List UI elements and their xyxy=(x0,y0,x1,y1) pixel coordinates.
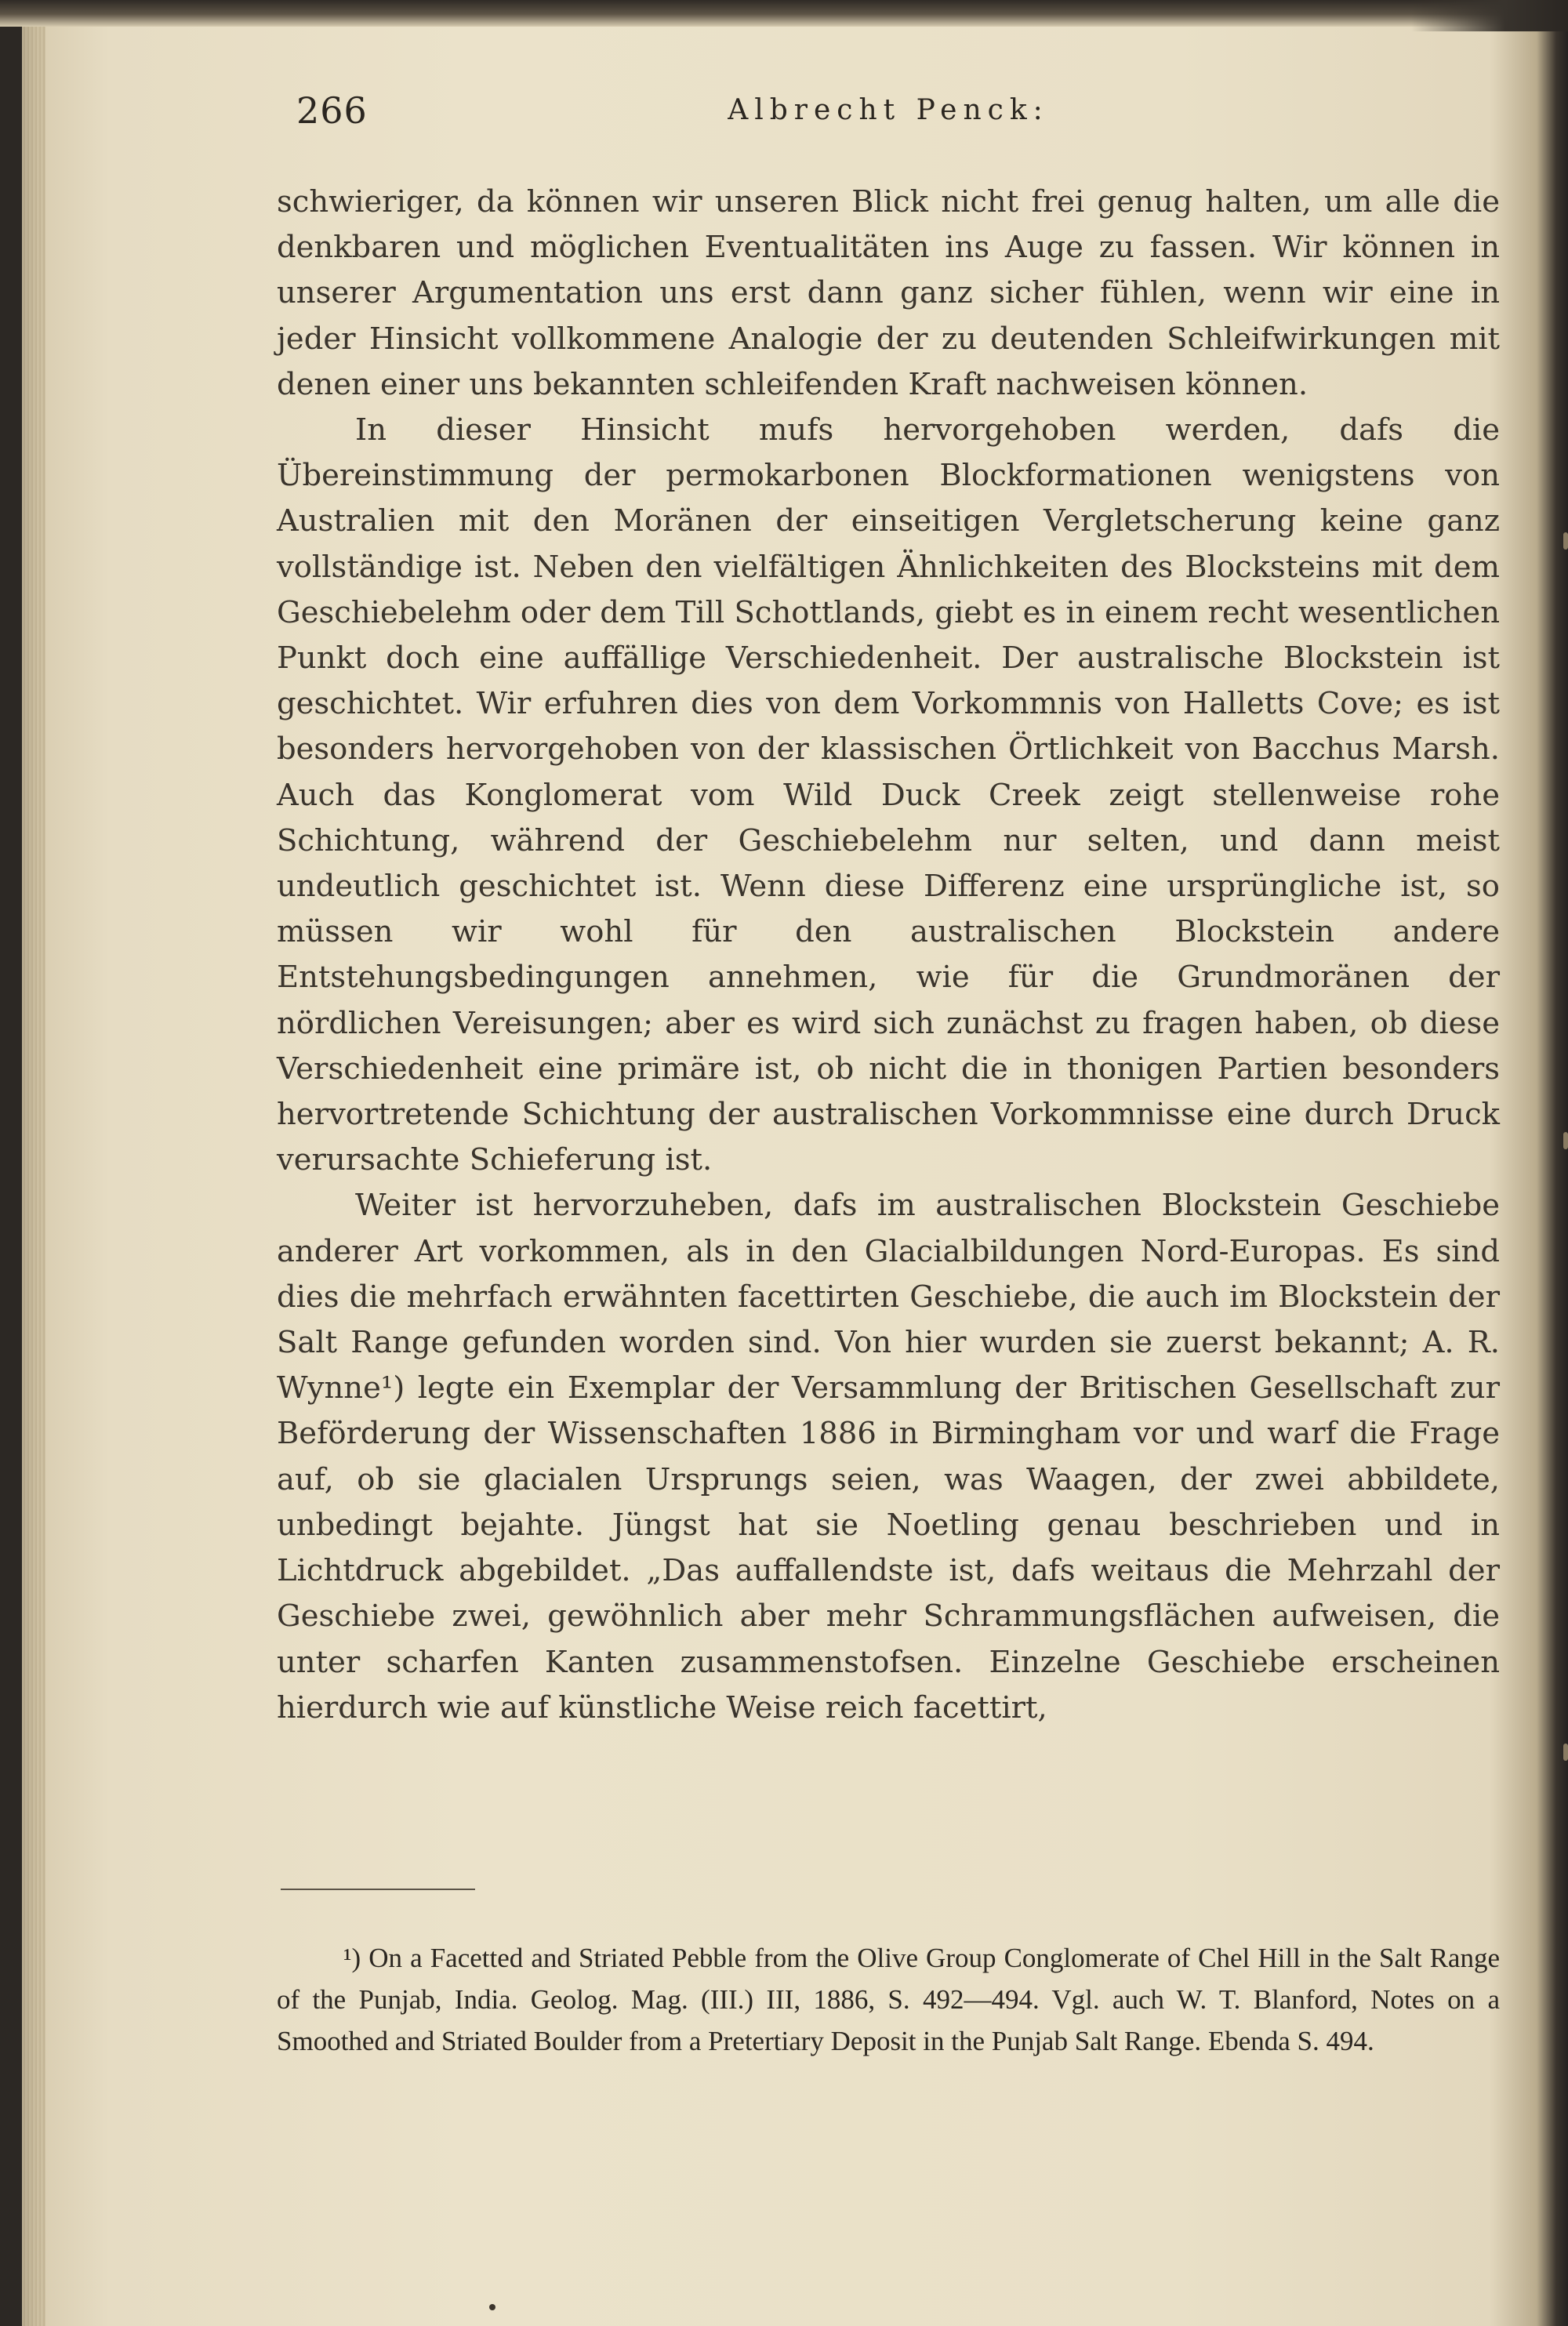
paragraph: schwieriger, da können wir unseren Blick nicht frei genug halten, um alle die denkbaren und möglichen Eventualitäten ins Auge zu fassen. Wir können in unserer Argumentation uns erst dann ganz sicher fühlen, wenn wir eine in jeder Hinsicht vollkommene Analogie der zu deutenden Schleifwirkungen mit denen einer uns bekannten schleifenden Kraft nachweisen können. xyxy=(277,184,1500,402)
ink-speck xyxy=(489,2304,495,2310)
page-stack-edge xyxy=(22,0,45,2326)
page-top-edge xyxy=(0,0,1568,27)
page-number: 266 xyxy=(296,89,368,132)
footnote: ¹) On a Facetted and Striated Pebble from the Olive Group Conglomerate of Chel Hill in the Salt Range of the Punjab, India. Geolog. Mag. (III.) III, 1886, S. 492—494. Vgl. auch W. T. Blanford, Notes on a Smoothed and Striated Boulder from a Pretertiary Deposit in the Punjab Salt Range. Ebenda S. 494. xyxy=(277,1943,1500,2056)
margin-mark xyxy=(1563,1132,1568,1149)
main-text xyxy=(277,180,1500,1731)
running-head-title: Albrecht Penck: xyxy=(728,94,1049,126)
footnote-divider xyxy=(281,1889,475,1890)
paragraph: Weiter ist hervorzuheben, dafs im australischen Blockstein Geschiebe anderer Art vorkommen, als in den Glacialbildungen Nord-Europas. Es sind dies die mehrfach erwähnten facettirten Geschiebe, die auch im Blockstein der Salt Range gefunden worden sind. Von hier wurden sie zuerst bekannt; A. R. Wynne¹) legte ein Exemplar der Versammlung der Britischen Gesellschaft zur Beförderung der Wissenschaften 1886 in Birmingham vor und warf die Frage auf, ob sie glacialen Ursprungs seien, was Waagen, der zwei abbildete, unbedingt bejahte. Jüngst hat sie Noetling genau beschrieben und in Lichtdruck abgebildet. „Das auffallendste ist, dafs weitaus die Mehrzahl der Geschiebe zwei, gewöhnlich aber mehr Schrammungsflächen aufweisen, die unter scharfen Kanten zusammenstofsen. Einzelne Geschiebe erscheinen hierdurch wie auf künstliche Weise reich facettirt, xyxy=(277,1188,1500,1725)
paragraph: In dieser Hinsicht mufs hervorgehoben werden, dafs die Übereinstimmung der permokarbonen Blockformationen wenigstens von Australien mit den Moränen der einseitigen Vergletscherung keine ganz vollständige ist. Neben den vielfältigen Ähnlichkeiten des Blocksteins mit dem Geschiebelehm oder dem Till Schottlands, giebt es in einem recht wesentlichen Punkt doch eine auffällige Verschiedenheit. Der australische Blockstein ist geschichtet. Wir erfuhren dies von dem Vorkommnis von Halletts Cove; es ist besonders hervorgehoben von der klassischen Örtlichkeit von Bacchus Marsh. Auch das Konglomerat vom Wild Duck Creek zeigt stellenweise rohe Schichtung, während der Geschiebelehm nur selten, und dann meist undeutlich geschichtet ist. Wenn diese Differenz eine ursprüngliche ist, so müssen wir wohl für den australischen Blockstein andere Entstehungsbedingungen annehmen, wie für die Grundmoränen der nördlichen Vereisungen; aber es wird sich zunächst zu fragen haben, ob diese Verschiedenheit eine primäre ist, ob nicht die in thonigen Partien besonders hervortretende Schichtung der australischen Vorkommnisse eine durch Druck verursachte Schieferung ist. xyxy=(277,412,1500,1178)
margin-mark xyxy=(1563,532,1568,550)
running-head xyxy=(296,89,1519,152)
book-page xyxy=(45,27,1535,2326)
margin-mark xyxy=(1563,1744,1568,1761)
